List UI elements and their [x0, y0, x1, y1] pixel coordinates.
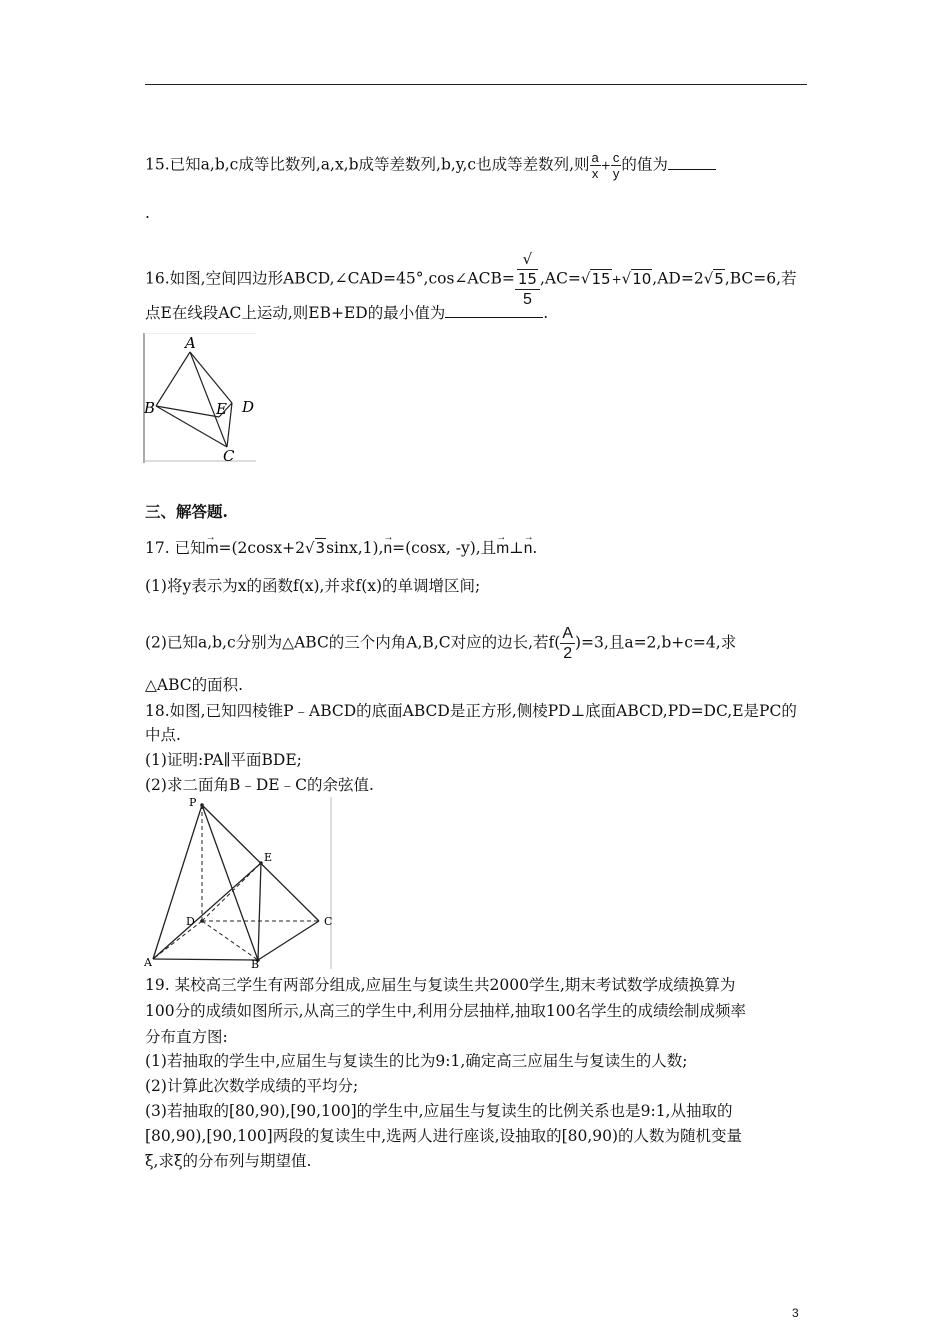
label-c: C [223, 447, 235, 465]
frac-a-over-x: $\frac{a}{x}$ [591, 150, 599, 181]
q19-sub2: (2)计算此次数学成绩的平均分; [145, 1077, 359, 1095]
vector-n: → n [383, 539, 392, 559]
q18-sub2: (2)求二面角B﹣DE﹣C的余弦值. [145, 776, 374, 794]
label-a: A [144, 956, 152, 969]
q18-sub1: (1)证明:PA∥平面BDE; [145, 751, 302, 769]
q15-line: 15.已知a,b,c成等比数列,a,x,b成等差数列,b,y,c也成等差数列,则 $\frac{a}{x}$ + $\frac{c}{y}$ 的值为 [145, 150, 716, 181]
label-b: B [144, 399, 156, 417]
q17-line1: 17. 已知→ m=(2cosx+2√3sinx,1),→ n=(cosx, -y),且→ m⊥→ n. [145, 538, 537, 559]
q15-dot: . [145, 204, 150, 222]
label-e: E [216, 400, 227, 418]
label-b: B [251, 958, 260, 969]
q17-sub1: (1)将y表示为x的函数f(x),并求f(x)的单调增区间; [145, 577, 481, 595]
q19-sub3-line1: (3)若抽取的[80,90),[90,100]的学生中,应届生与复读生的比例关系也是9:1,从抽取的 [145, 1102, 733, 1120]
q17-sub2: (2)已知a,b,c分别为△ABC的三个内角A,B,C对应的边长,若f( $\frac{A}{2}$ )=3,且a=2,b+c=4,求 [145, 625, 737, 662]
q16-figure [143, 333, 258, 465]
q18-line1: 18.如图,已知四棱锥P﹣ABCD的底面ABCD是正方形,侧棱PD⊥底面ABCD,PD=DC,E是PC的 [145, 702, 797, 720]
q16-line2: 点E在线段AC上运动,则EB+ED的最小值为 . [145, 304, 549, 322]
q19-sub3-line2: [80,90),[90,100]两段的复读生中,选两人进行座谈,设抽取的[80,90)的人数为随机变量 [145, 1127, 743, 1145]
q17-sub2-cont: △ABC的面积. [145, 676, 244, 694]
frac-a-over-2: $\frac{A}{2}$ [562, 625, 573, 662]
header-rule [145, 84, 807, 85]
q16-line1: 16.如图,空间四边形ABCD,∠CAD=45°,cos∠ACB= √ 15 5 ,AC=√15+√10,AD=2√5,BC=6,若 [145, 250, 797, 308]
q19-sub1: (1)若抽取的学生中,应届生与复读生的比为9:1,确定高三应届生与复读生的人数; [145, 1052, 688, 1070]
q19-sub3-line3: ξ,求ξ的分布列与期望值. [145, 1152, 312, 1170]
q19-line2: 100分的成绩如图所示,从高三的学生中,利用分层抽样,抽取100名学生的成绩绘制成频率 [145, 1002, 746, 1020]
answer-blank [668, 155, 716, 170]
label-d: D [242, 398, 255, 416]
label-c: C [324, 915, 333, 928]
label-d: D [186, 915, 195, 928]
vector-m: → m [206, 539, 219, 559]
page-number: 3 [792, 1306, 799, 1320]
q18-figure [143, 797, 338, 969]
q19-line3: 分布直方图: [145, 1028, 228, 1046]
label-p: P [189, 797, 197, 809]
label-a: A [185, 334, 196, 352]
frac-sqrt15-over-5: √ 15 5 [515, 250, 540, 309]
label-e: E [264, 851, 273, 864]
section-title: 三、解答题. [145, 502, 228, 521]
answer-blank [445, 303, 543, 318]
q18-line2: 中点. [145, 726, 181, 744]
frac-c-over-y: $\frac{c}{y}$ [612, 150, 620, 181]
q19-line1: 19. 某校高三学生有两部分组成,应届生与复读生共2000学生,期末考试数学成绩换算为 [145, 976, 736, 994]
